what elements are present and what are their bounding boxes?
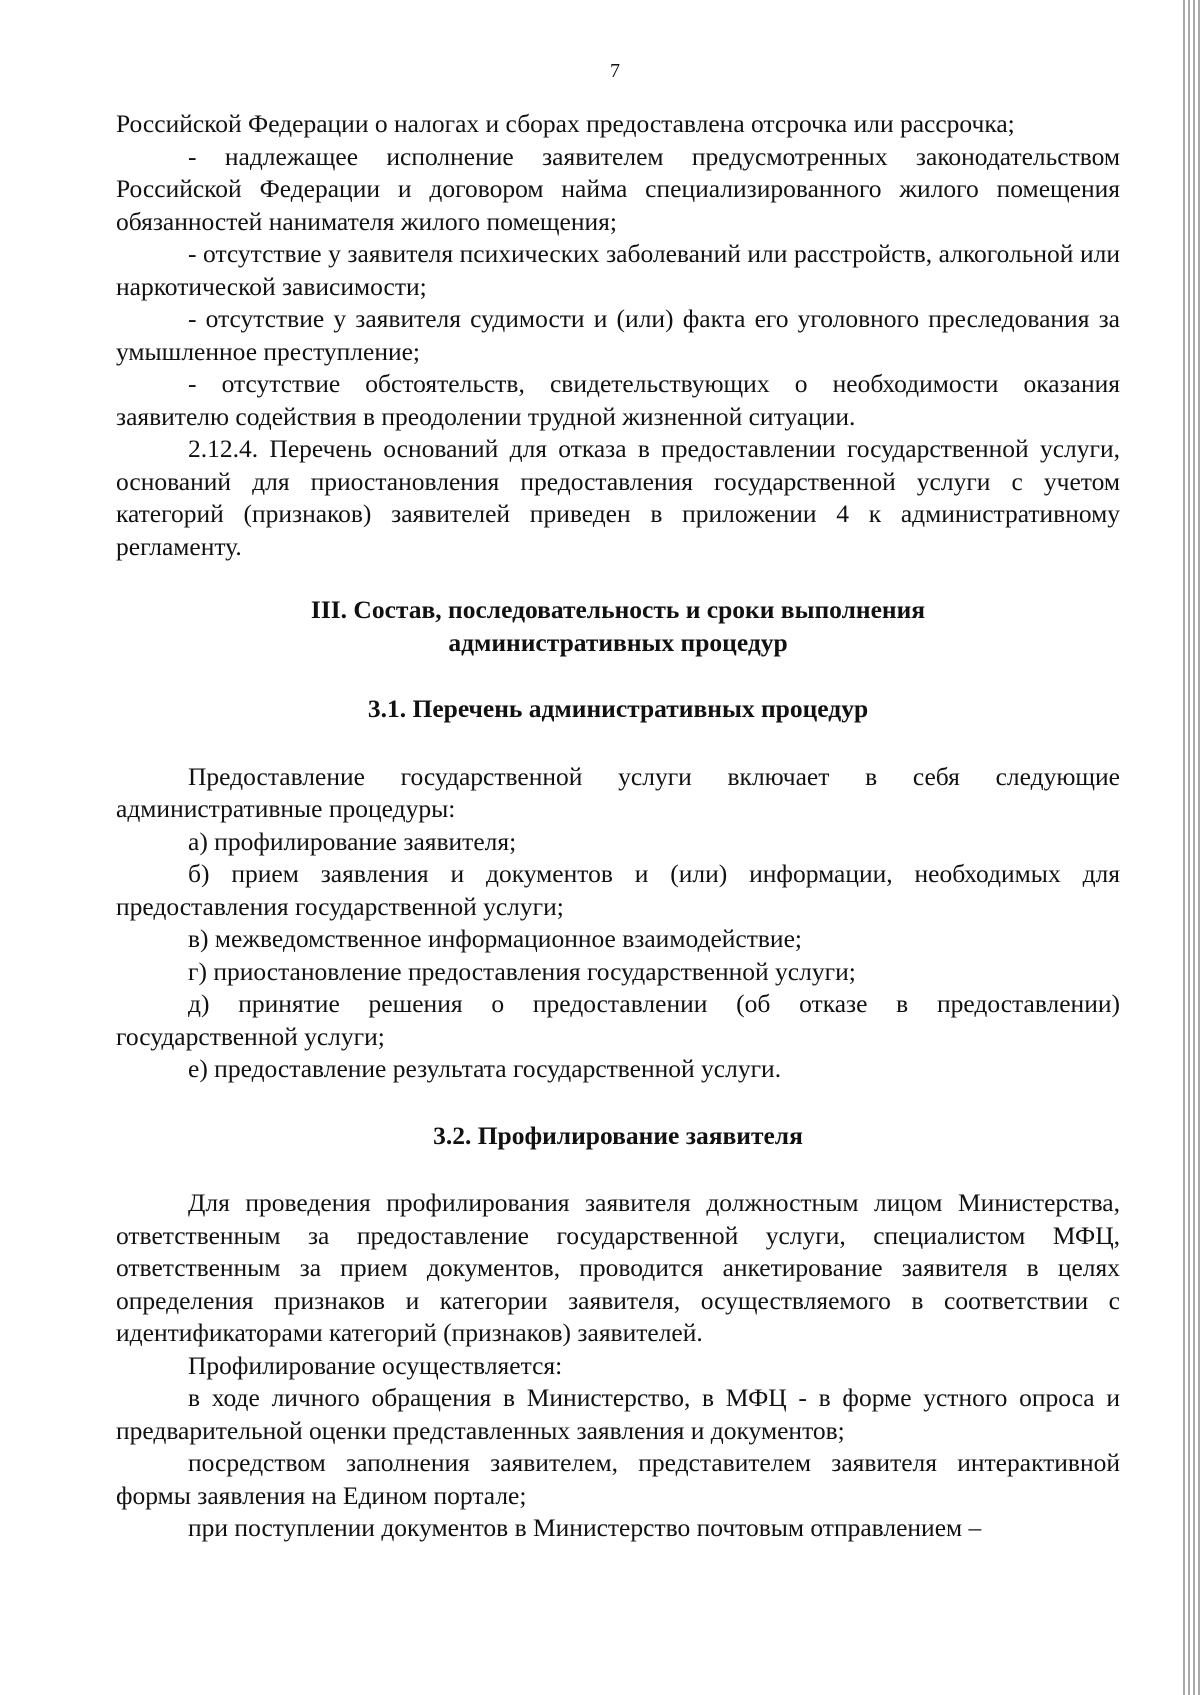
paragraph: 2.12.4. Перечень оснований для отказа в предоставлении государственной услуги, оснований для приостановления предоставления государственной услуги с учетом категорий (признаков) заявителей приведен в приложении 4 к административному регламенту. — [116, 434, 1120, 561]
section-3-2-title: 3.2. Профилирование заявителя — [433, 1120, 803, 1150]
document-body — [116, 108, 1120, 1545]
paragraph: - надлежащее исполнение заявителем предусмотренных законодательством Российской Федерации и договором найма специализированного жилого помещения обязанностей нанимателя жилого помещения; — [116, 141, 1120, 236]
list-item: в) межведомственное информационное взаимодействие; — [188, 924, 802, 953]
paragraph: - отсутствие обстоятельств, свидетельствующих о необходимости оказания заявителю содействия в преодолении трудной жизненной ситуации. — [116, 369, 1120, 431]
page-number: 7 — [610, 60, 620, 82]
paragraph: Российской Федерации о налогах и сборах предоставлена отсрочка или рассрочка; — [116, 109, 1015, 138]
paragraph: при поступлении документов в Министерство почтовым отправлением – — [188, 1513, 982, 1542]
list-item: е) предоставление результата государственной услуги. — [188, 1054, 782, 1083]
paragraph: посредством заполнения заявителем, представителем заявителя интерактивной формы заявления на Едином портале; — [116, 1448, 1120, 1510]
list-item: б) прием заявления и документов и (или) информации, необходимых для предоставления государственной услуги; — [116, 859, 1120, 921]
paragraph: - отсутствие у заявителя судимости и (или) факта его уголовного преследования за умышленное преступление; — [116, 304, 1120, 366]
list-item: д) принятие решения о предоставлении (об отказе в предоставлении) государственной услуги; — [116, 989, 1120, 1051]
section-3-1-title: 3.1. Перечень административных процедур — [367, 694, 869, 723]
paragraph: Для проведения профилирования заявителя должностным лицом Министерства, ответственным за предоставление государственной услуги, специалистом МФЦ, ответственным за прием документов, проводится анкетирование заявителя в целях определения признаков и категории заявителя, осуществляемого в соответствии с идентификаторами категорий (признаков) заявителей. — [116, 1188, 1120, 1347]
list-item: г) приостановление предоставления государственной услуги; — [188, 956, 856, 986]
section-3-title-line-1: III. Состав, последовательность и сроки выполнения — [310, 595, 926, 624]
paragraph: в ходе личного обращения в Министерство, в МФЦ - в форме устного опроса и предварительной оценки представленных заявления и документов; — [116, 1383, 1120, 1445]
paragraph: Предоставление государственной услуги включает в себя следующие административные процедуры: — [116, 761, 1120, 823]
list-item: а) профилирование заявителя; — [188, 826, 517, 856]
paragraph: Профилирование осуществляется: — [188, 1350, 563, 1380]
scan-edge-border — [1180, 0, 1200, 1695]
paragraph: - отсутствие у заявителя психических заболеваний или расстройств, алкогольной или наркотической зависимости; — [116, 239, 1120, 301]
section-3-title-line-2: административных процедур — [448, 627, 788, 657]
